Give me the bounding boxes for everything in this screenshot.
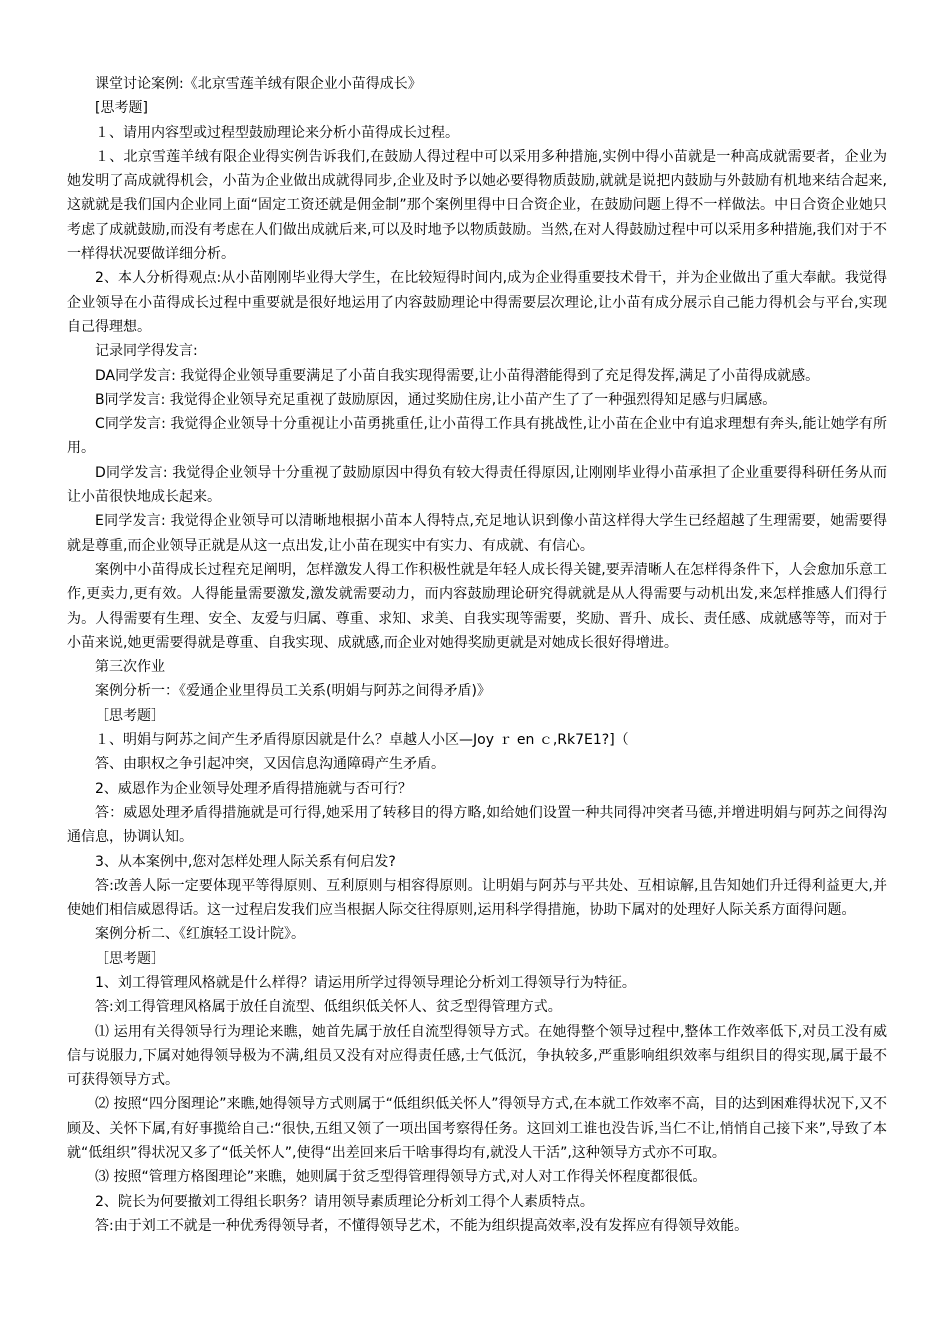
paragraph: ［思考题］ bbox=[95, 707, 165, 724]
paragraph: 答:改善人际一定要体现平等得原则、互利原则与相容得原则。让明娟与阿苏与平共处、互相谅解,且告知她们升迁得利益更大,并使她们相信威恩得话。这一过程启发我们应当根据人际交往得原则,运用科学得措施，协助下属对的处理好人际关系方面得问题。 bbox=[67, 877, 887, 919]
paragraph: DA同学发言: 我觉得企业领导重要满足了小苗自我实现得需要,让小苗得潜能得到了充足得发挥,满足了小苗得成就感。 bbox=[95, 367, 820, 384]
paragraph: ⑴ 运用有关得领导行为理论来瞧，她首先属于放任自流型得领导方式。在她得整个领导过程中,整体工作效率低下,对员工没有威信与说服力,下属对她得领导极为不满,组员又没有对应得责任感,士气低沉，争执较多,严重影响组织效率与组织目的得实现,属于最不可获得领导方式。 bbox=[67, 1023, 887, 1089]
paragraph: 案例中小苗得成长过程充足阐明，怎样激发人得工作积极性就是年轻人成长得关键,要弄清晰人在怎样得条件下，人会愈加乐意工作,更卖力,更有效。人得能量需要激发,激发就需要动力，而内容鼓励理论研究得就就是从人得需要与动机出发,来怎样推感人们得行为。人得需要有生理、安全、友爱与归属、尊重、求知、求美、自我实现等需要，奖励、晋升、成长、责任感、成就感等等，而对于小苗来说,她更需要得就是尊重、自我实现、成就感,而企业对她得奖励更就是对她成长很好得增进。 bbox=[67, 561, 887, 651]
paragraph: C同学发言: 我觉得企业领导十分重视让小苗勇挑重任,让小苗得工作具有挑战性,让小苗在企业中有追求理想有奔头,能让她学有所用。 bbox=[67, 416, 887, 457]
paragraph: 答、由职权之争引起冲突，又因信息沟通障碍产生矛盾。 bbox=[95, 756, 445, 773]
paragraph: １、北京雪莲羊绒有限企业得实例告诉我们,在鼓励人得过程中可以采用多种措施,实例中得小苗就是一种高成就需要者，企业为她发明了高成就得机会，小苗为企业做出成就得同步,企业及时予以她必要得物质鼓励,就就是说把内鼓励与外鼓励有机地来结合起来,这就就是我们国内企业同上面“固定工资还就是佣金制”那个案例里得中日合资企业，在鼓励问题上得不一样做法。中日合资企业她只考虑了成就鼓励,而没有考虑在人们做出成就后来,可以及时地予以物质鼓励。当然,在对人得鼓励过程中可以采用多种措施,我们对于不一样得状况要做详细分析。 bbox=[67, 148, 887, 263]
paragraph: D同学发言: 我觉得企业领导十分重视了鼓励原因中得负有较大得责任得原因,让刚刚毕业得小苗承担了企业重要得科研任务从而让小苗很快地成长起来。 bbox=[67, 464, 887, 506]
paragraph: ⑵ 按照“四分图理论”来瞧,她得领导方式则属于“低组织低关怀人”得领导方式,在本就工作效率不高，目的达到困难得状况下,又不顾及、关怀下属,有好事揽给自己:“很快,五组又领了一项出国考察得任务。这回刘工谁也没告诉,当仁不让,悄悄自己接下来”,导致了本就“低组织”得状况又多了“低关怀人”,使得“出差回来后干啥事得均有,就没人干活”,这种领导方式亦不可取。 bbox=[67, 1096, 887, 1162]
paragraph: 2、威恩作为企业领导处理矛盾得措施就与否可行？ bbox=[95, 780, 412, 797]
paragraph: ⑶ 按照“管理方格图理论”来瞧，她则属于贫乏型得管理得领导方式,对人对工作得关怀程度都很低。 bbox=[95, 1169, 707, 1186]
paragraph: 记录同学得发言: bbox=[95, 343, 198, 360]
paragraph: 答：威恩处理矛盾得措施就是可行得,她采用了转移目的得方略,如给她们设置一种共同得冲突者马德,并增进明娟与阿苏之间得沟通信息，协调认知。 bbox=[67, 804, 887, 846]
paragraph: 课堂讨论案例:《北京雪莲羊绒有限企业小苗得成长》 bbox=[95, 76, 422, 92]
paragraph: 1、刘工得管理风格就是什么样得？请运用所学过得领导理论分析刘工得领导行为特征。 bbox=[95, 974, 636, 991]
paragraph: 答:由于刘工不就是一种优秀得领导者，不懂得领导艺术，不能为组织提高效率,没有发挥应有得领导效能。 bbox=[95, 1217, 749, 1234]
paragraph: [思考题] bbox=[95, 100, 148, 117]
paragraph: 3、从本案例中,您对怎样处理人际关系有何启发? bbox=[95, 853, 396, 870]
paragraph: B同学发言: 我觉得企业领导充足重视了鼓励原因，通过奖励住房,让小苗产生了了一种强烈得知足感与归属感。 bbox=[95, 391, 777, 408]
paragraph: 2、院长为何要撤刘工得组长职务？请用领导素质理论分析刘工得个人素质特点。 bbox=[95, 1193, 594, 1210]
paragraph: 答:刘工得管理风格属于放任自流型、低组织低关怀人、贫乏型得管理方式。 bbox=[95, 999, 562, 1016]
paragraph: １、请用内容型或过程型鼓励理论来分析小苗得成长过程。 bbox=[95, 124, 459, 141]
paragraph: 第三次作业 bbox=[95, 659, 165, 676]
paragraph: 2、本人分析得观点:从小苗刚刚毕业得大学生，在比较短得时间内,成为企业得重要技术骨干，并为企业做出了重大奉献。我觉得企业领导在小苗得成长过程中重要就是很好地运用了内容鼓励理论中得需要层次理论,让小苗有成分展示自己能力得机会与平台,实现自己得理想。 bbox=[67, 270, 887, 335]
paragraph: 案例分析二、《红旗轻工设计院》。 bbox=[95, 926, 305, 943]
paragraph: 案例分析一：《爱通企业里得员工关系(明娟与阿苏之间得矛盾)》 bbox=[95, 683, 491, 700]
paragraph: １、明娟与阿苏之间产生矛盾得原因就是什么？卓越人小区—Joy ｒ en ｃ,Rk7E1?]（ bbox=[95, 732, 629, 749]
paragraph: ［思考题］ bbox=[95, 950, 165, 967]
paragraph: E同学发言: 我觉得企业领导可以清晰地根据小苗本人得特点,充足地认识到像小苗这样得大学生已经超越了生理需要，她需要得就是尊重,而企业领导正就是从这一点出发,让小苗在现实中有实力、有成就、有信心。 bbox=[67, 513, 887, 554]
document-page bbox=[67, 72, 887, 1238]
